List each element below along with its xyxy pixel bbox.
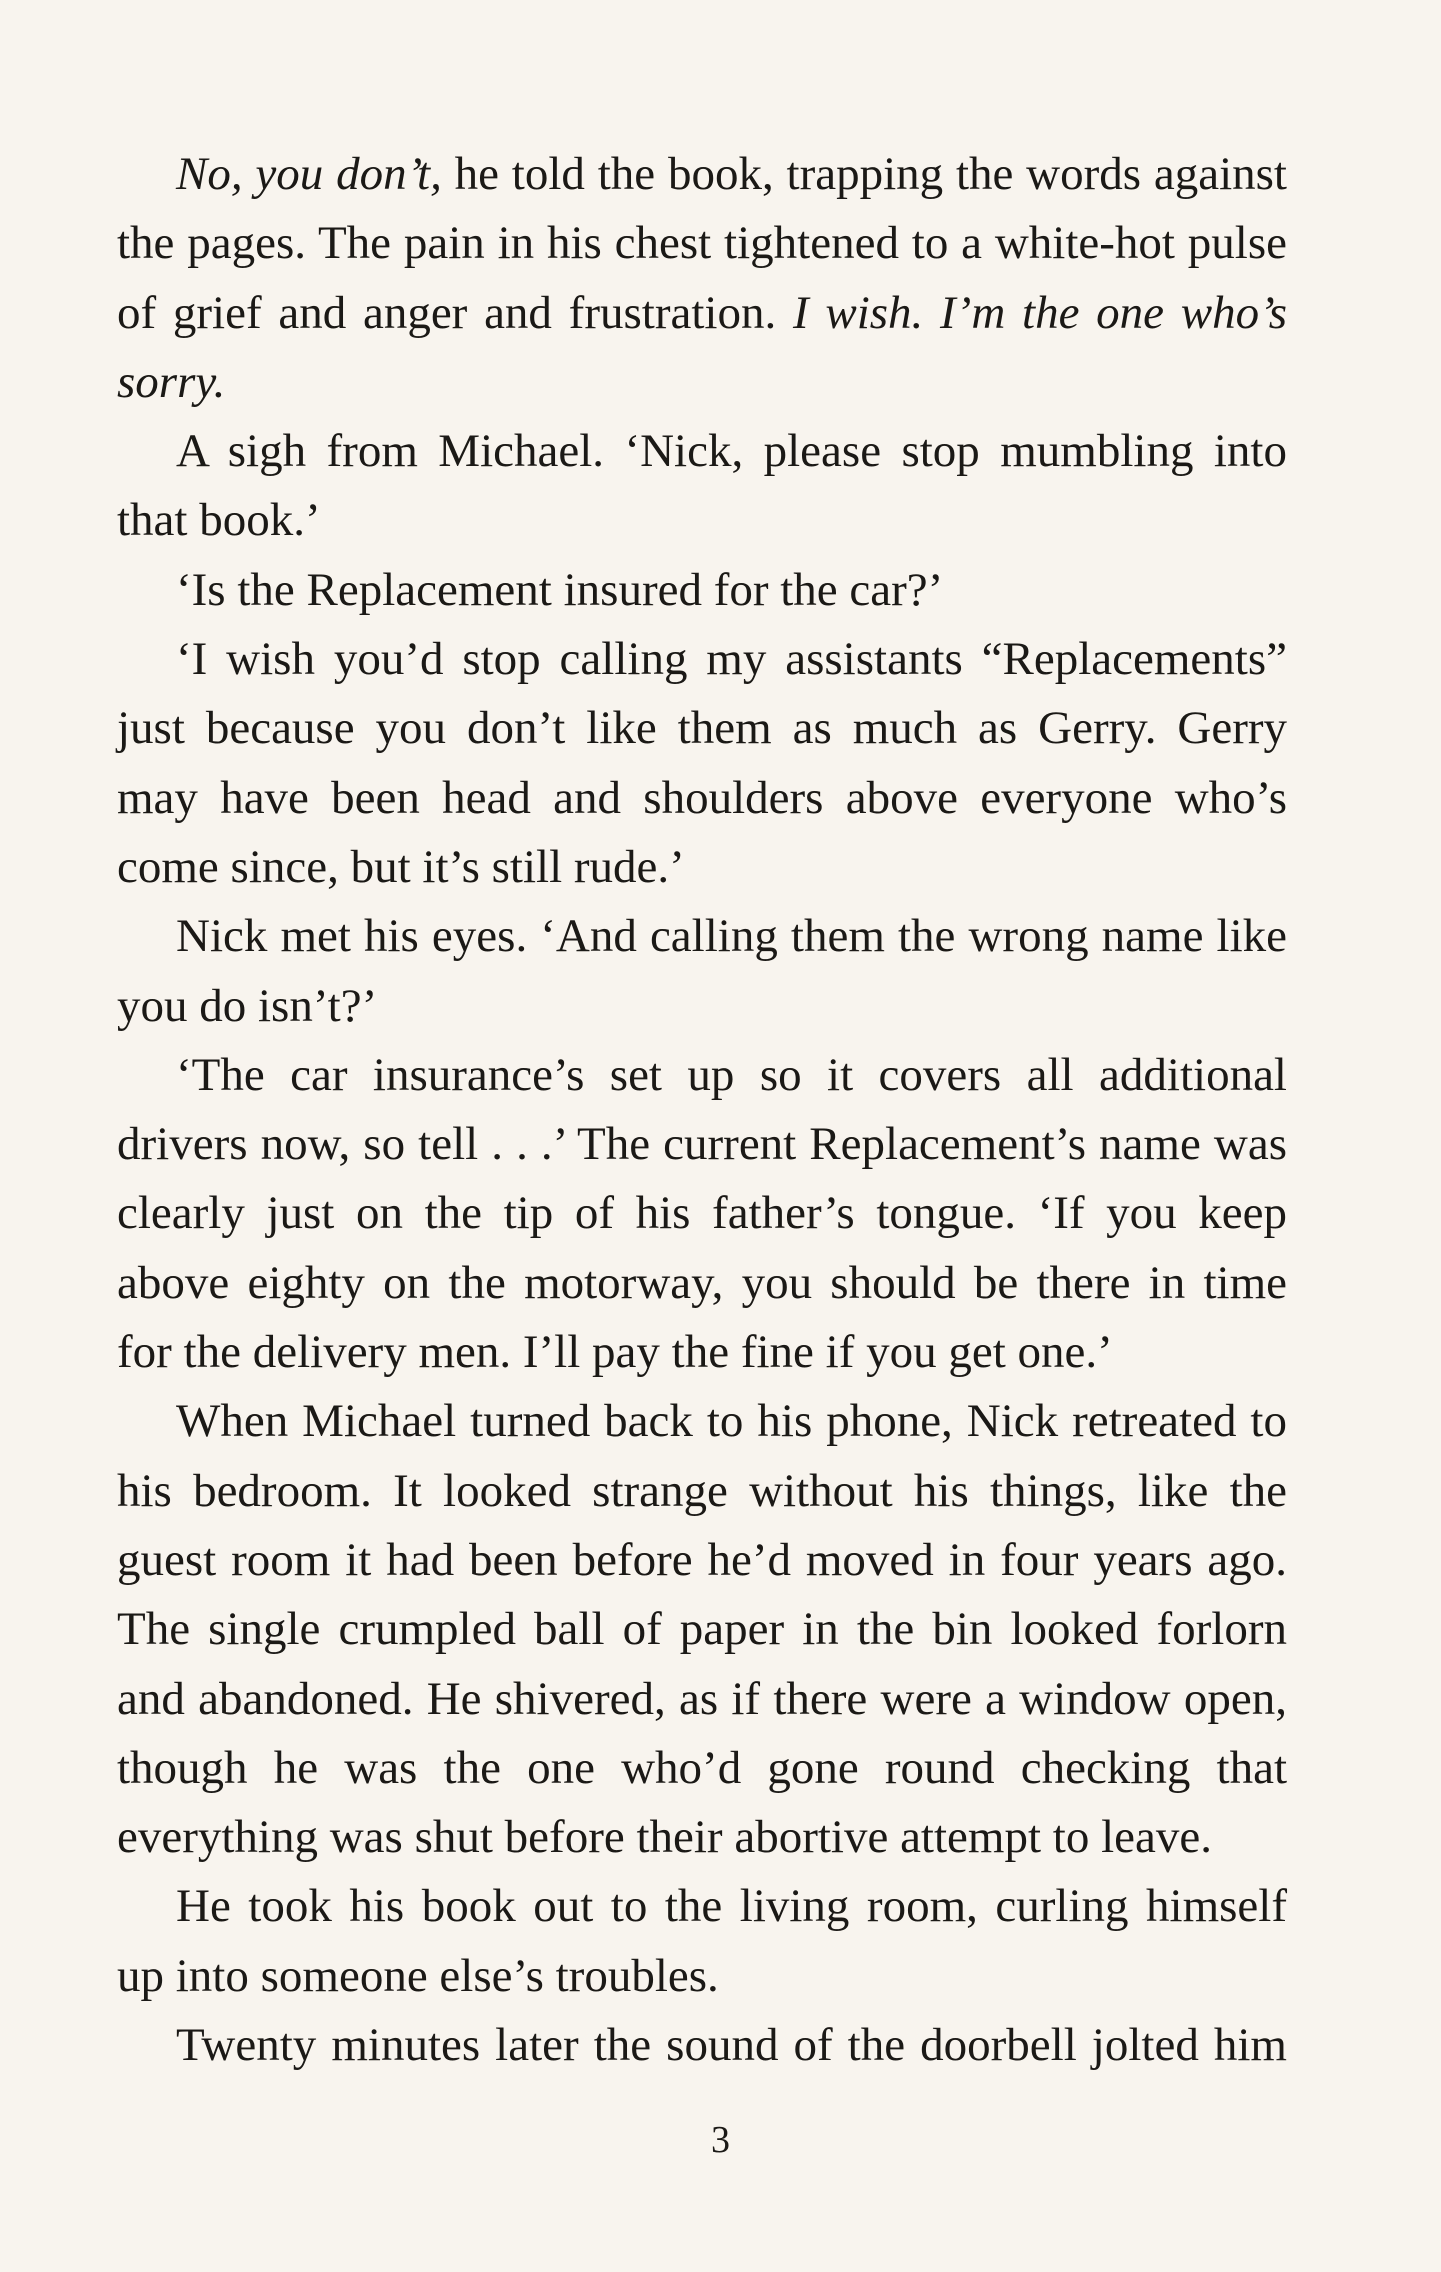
text-span: Twenty minutes later the sound of the doorbell jolted him [176, 2019, 1287, 2072]
text-span: He took his book out to the living room, curling himself up into someone else’s troubles. [117, 1880, 1287, 2002]
text-span: ‘The car insurance’s set up so it covers all additional drivers now, so tell . . .’ The current Replacement’s name was clearly just on the tip of his father’s tongue. ‘If you keep above eighty on the motorway, you should be there in time for the delivery men. I’ll pay the fine if you get one.’ [117, 1048, 1287, 1379]
paragraph [117, 902, 1287, 1041]
text-span: ‘I wish you’d stop calling my assistants “Replacements” just because you don’t like them as much as Gerry. Gerry may have been head and shoulders above everyone who’s come since, but it’s still rude.’ [117, 633, 1287, 893]
paragraph [117, 1041, 1287, 1387]
body-text [117, 140, 1287, 2080]
paragraph [117, 417, 1287, 556]
italic-span: No, you don’t, [176, 148, 442, 200]
paragraph [117, 556, 1287, 625]
italic-span: I wish. I’m the one who’s sorry. [117, 286, 1288, 408]
text-span: ‘Is the Replacement insured for the car?’ [176, 563, 944, 616]
paragraph [117, 1872, 1287, 2011]
paragraph [117, 2011, 1287, 2080]
text-span: When Michael turned back to his phone, Nick retreated to his bedroom. It looked strange without his things, like the guest room it had been before he’d moved in four years ago. The single crumpled ball of paper in the bin looked forlorn and abandoned. He shivered, as if there were a window open, though he was the one who’d gone round checking that everything was shut before their abortive attempt to leave. [117, 1395, 1287, 1864]
page-number: 3 [711, 2119, 730, 2161]
text-span: A sigh from Michael. ‘Nick, please stop mumbling into that book.’ [117, 425, 1287, 547]
paragraph [117, 140, 1287, 417]
paragraph [117, 625, 1287, 902]
text-span: Nick met his eyes. ‘And calling them the wrong name like you do isn’t?’ [117, 910, 1287, 1032]
text-span: he told the book, trapping the words against the pages. The pain in his chest tightened to a white-hot pulse of grief and anger and frustration. [117, 148, 1287, 339]
paragraph [117, 1387, 1287, 1872]
